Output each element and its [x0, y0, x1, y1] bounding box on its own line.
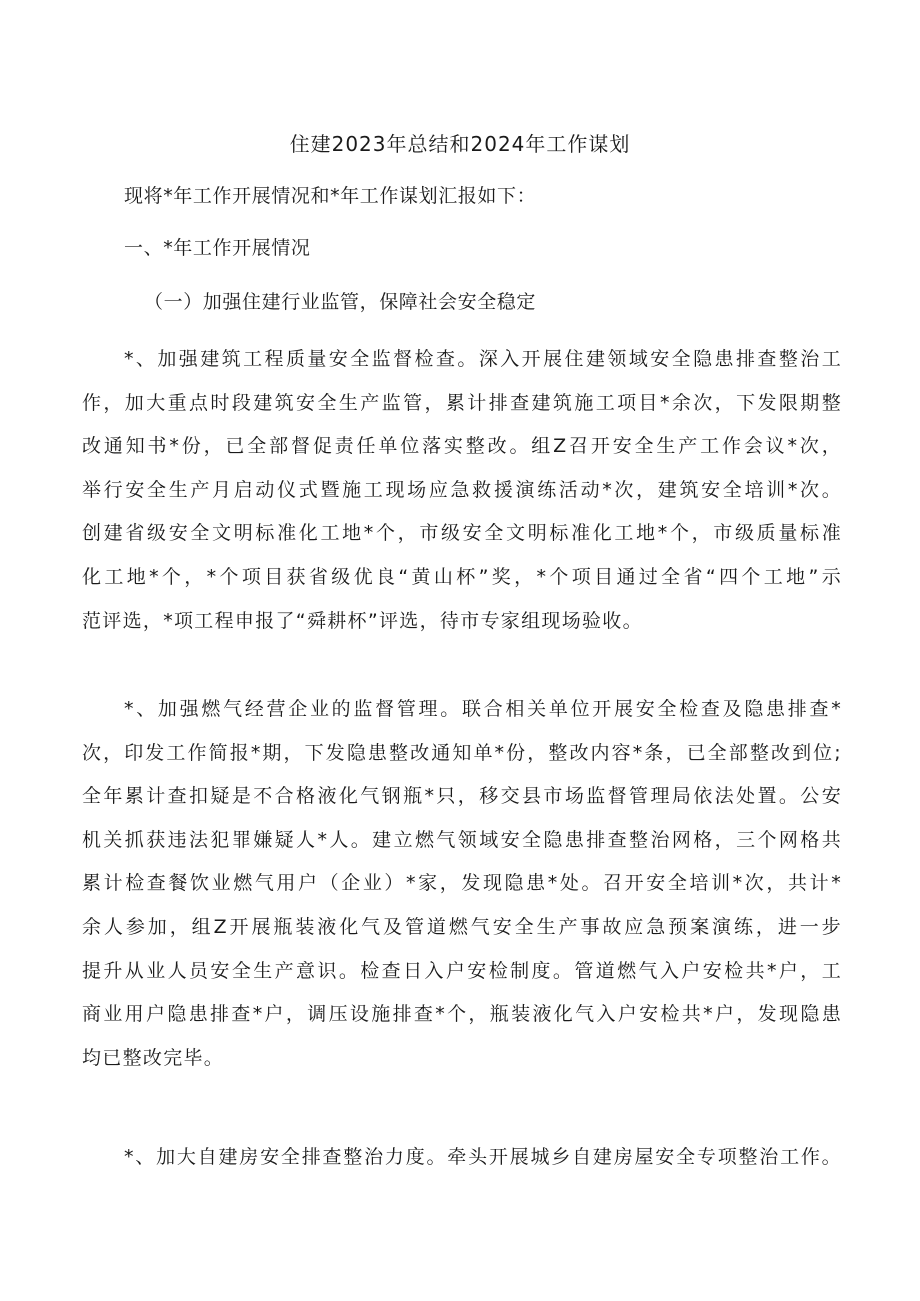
paragraph-line: 作，加大重点时段建筑安全生产监管，累计排查建筑施工项目*余次，下发限期整	[82, 391, 842, 414]
paragraph-line: 余人参加，组Z开展瓶装液化气及管道燃气安全生产事故应急预案演练，进一步	[82, 915, 842, 938]
paragraph-line: 机关抓获违法犯罪嫌疑人*人。建立燃气领域安全隐患排查整治网格，三个网格共	[82, 828, 842, 851]
paragraph-line: 累计检查餐饮业燃气用户（企业）*家，发现隐患*处。召开安全培训*次，共计*	[82, 872, 842, 895]
paragraph-line: 举行安全生产月启动仪式暨施工现场应急救援演练活动*次，建筑安全培训*次。	[82, 478, 842, 501]
paragraph-self-built-housing	[82, 1136, 842, 1180]
paragraph-line: 改通知书*份，已全部督促责任单位落实整改。组Z召开安全生产工作会议*次，	[82, 435, 842, 458]
paragraph-line: 全年累计查扣疑是不合格液化气钢瓶*只，移交县市场监督管理局依法处置。公安	[82, 785, 842, 808]
paragraph-line: 范评选，*项工程申报了“舜耕杯”评选，待市专家组现场验收。	[82, 609, 643, 632]
paragraph-construction-safety	[82, 338, 842, 643]
document-title: 住建2023年总结和2024年工作谋划	[289, 132, 631, 156]
paragraph-line: 次，印发工作简报*期，下发隐患整改通知单*份，整改内容*条，已全部整改到位;	[82, 741, 842, 764]
paragraph-line: *、加强建筑工程质量安全监督检查。深入开展住建领域安全隐患排查整治工	[124, 348, 842, 370]
intro-line: 现将*年工作开展情况和*年工作谋划汇报如下：	[124, 185, 537, 207]
paragraph-line: 创建省级安全文明标准化工地*个，市级安全文明标准化工地*个，市级质量标准	[82, 522, 842, 545]
paragraph-line: 商业用户隐患排查*户，调压设施排查*个，瓶装液化气入户安检共*户，发现隐患	[82, 1003, 842, 1026]
paragraph-line: 均已整改完毕。	[82, 1046, 225, 1069]
paragraph-gas-supervision	[82, 688, 842, 1080]
paragraph-line: 化工地*个，*个项目获省级优良“黄山杯”奖，*个项目通过全省“四个工地”示	[82, 565, 842, 588]
paragraph-line: *、加强燃气经营企业的监督管理。联合相关单位开展安全检查及隐患排查*	[124, 698, 842, 720]
paragraph-line: *、加大自建房安全排查整治力度。牵头开展城乡自建房屋安全专项整治工作。	[124, 1146, 842, 1168]
section-heading: 一、*年工作开展情况	[124, 237, 311, 259]
subsection-heading: （一）加强住建行业监管，保障社会安全稳定	[144, 291, 537, 313]
paragraph-line: 提升从业人员安全生产意识。检查日入户安检制度。管道燃气入户安检共*户，工	[82, 959, 842, 982]
